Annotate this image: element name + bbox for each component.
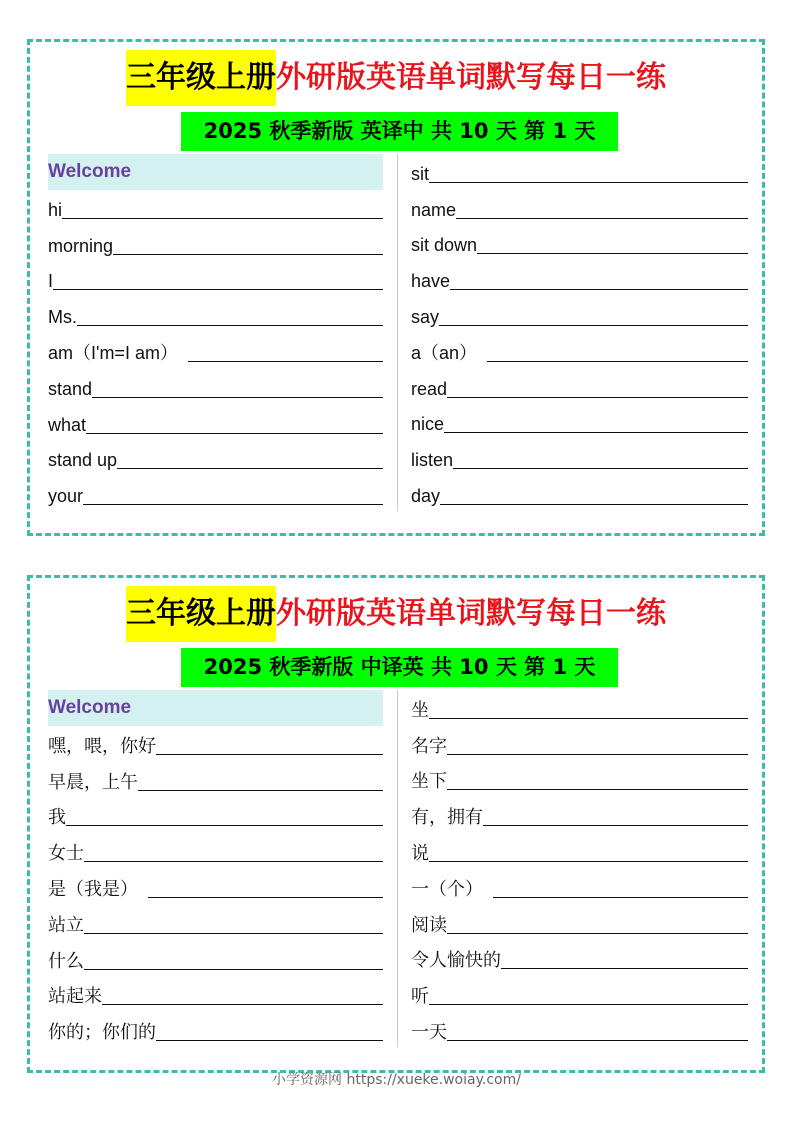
word-label: 令人愉快的: [411, 950, 501, 971]
word-label: your: [48, 486, 84, 507]
worksheet-subtitle: 2025 秋季新版 中译英 共 10 天 第 1 天: [181, 648, 618, 687]
answer-line[interactable]: [156, 1039, 383, 1041]
answer-line[interactable]: [447, 788, 748, 790]
word-row: [48, 297, 383, 333]
word-label: read: [411, 378, 448, 399]
answer-line[interactable]: [62, 217, 383, 219]
word-label: say: [411, 306, 440, 327]
answer-line[interactable]: [117, 467, 383, 469]
answer-line[interactable]: [53, 288, 383, 290]
word-row: [48, 726, 383, 762]
word-row: [411, 226, 748, 262]
word-row: [48, 333, 383, 369]
word-row: [48, 405, 383, 441]
word-row: [411, 297, 748, 333]
word-label: have: [411, 271, 451, 292]
answer-line[interactable]: [453, 467, 748, 469]
word-label: name: [411, 199, 457, 220]
word-label: 阅读: [411, 914, 447, 935]
word-label: morning: [48, 235, 114, 256]
worksheet-cn-to-en: [27, 575, 765, 1073]
title-main: 外研版英语单词默写每日一练: [276, 596, 666, 631]
worksheet-title: [30, 586, 762, 642]
word-row: [411, 797, 748, 833]
answer-line[interactable]: [84, 932, 383, 934]
word-label: 什么: [48, 950, 84, 971]
answer-line[interactable]: [113, 253, 383, 255]
word-row: [48, 762, 383, 798]
word-label: 站起来: [48, 986, 102, 1007]
word-row: [48, 977, 383, 1013]
answer-line[interactable]: [429, 181, 748, 183]
word-label: stand up: [48, 450, 118, 471]
answer-line[interactable]: [429, 1003, 748, 1005]
title-main: 外研版英语单词默写每日一练: [276, 60, 666, 95]
answer-line[interactable]: [501, 967, 748, 969]
title-grade-highlight: 三年级上册: [126, 586, 276, 642]
word-row: [411, 476, 748, 512]
word-row: [48, 833, 383, 869]
word-label: day: [411, 485, 441, 506]
word-row: [411, 190, 748, 226]
word-label: 是（我是）: [48, 878, 138, 899]
word-label: Ms.: [48, 307, 77, 328]
answer-line[interactable]: [148, 896, 383, 898]
worksheet-title: [30, 50, 762, 106]
left-column: [48, 690, 383, 1048]
answer-line[interactable]: [429, 860, 748, 862]
word-label: a（an）: [411, 342, 478, 363]
column-divider: [397, 690, 398, 1047]
word-row: [411, 976, 748, 1012]
word-label: I: [48, 271, 54, 292]
word-label: 你的；你们的: [48, 1022, 156, 1043]
word-label: hi: [48, 199, 63, 220]
answer-line[interactable]: [77, 324, 383, 326]
answer-line[interactable]: [66, 824, 383, 826]
section-heading: Welcome: [48, 154, 383, 190]
word-row: [411, 762, 748, 798]
word-row: [411, 1012, 748, 1048]
answer-line[interactable]: [429, 717, 748, 719]
answer-line[interactable]: [450, 288, 748, 290]
word-row: [48, 798, 383, 834]
answer-line[interactable]: [444, 431, 748, 433]
answer-line[interactable]: [92, 396, 383, 398]
word-label: 一（个）: [411, 878, 483, 899]
word-row: [48, 190, 383, 226]
answer-line[interactable]: [447, 753, 748, 755]
word-label: sit down: [411, 235, 478, 256]
word-row: [411, 369, 748, 405]
word-row: [411, 690, 748, 726]
word-label: stand: [48, 378, 93, 399]
word-row: [48, 476, 383, 512]
worksheet-en-to-cn: [27, 39, 765, 536]
answer-line[interactable]: [447, 1039, 748, 1041]
word-row: [48, 905, 383, 941]
word-row: [48, 869, 383, 905]
word-row: [411, 833, 748, 869]
word-row: [411, 941, 748, 977]
word-row: [411, 405, 748, 441]
answer-line[interactable]: [439, 324, 748, 326]
word-label: 我: [48, 807, 66, 828]
section-heading: Welcome: [48, 690, 383, 726]
answer-line[interactable]: [493, 896, 748, 898]
answer-line[interactable]: [487, 360, 748, 362]
answer-line[interactable]: [477, 252, 748, 254]
word-label: 坐下: [411, 771, 447, 792]
worksheet-subtitle: 2025 秋季新版 英译中 共 10 天 第 1 天: [181, 112, 618, 151]
word-label: 坐: [411, 699, 429, 720]
word-row: [411, 261, 748, 297]
word-label: 说: [411, 842, 429, 863]
right-column: [411, 154, 748, 512]
answer-line[interactable]: [440, 503, 748, 505]
answer-line[interactable]: [456, 217, 748, 219]
answer-line[interactable]: [83, 503, 383, 505]
answer-line[interactable]: [84, 968, 383, 970]
answer-line[interactable]: [483, 824, 748, 826]
column-divider: [397, 154, 398, 511]
word-row: [411, 440, 748, 476]
word-row: [411, 869, 748, 905]
word-label: 有，拥有: [411, 807, 483, 828]
right-column: [411, 690, 748, 1048]
answer-line[interactable]: [447, 396, 748, 398]
word-label: 一天: [411, 1021, 447, 1042]
word-row: [48, 226, 383, 262]
answer-line[interactable]: [84, 860, 383, 862]
word-label: what: [48, 414, 87, 435]
word-label: 听: [411, 986, 429, 1007]
title-grade-highlight: 三年级上册: [126, 50, 276, 106]
word-row: [48, 941, 383, 977]
answer-line[interactable]: [102, 1003, 383, 1005]
word-row: [411, 905, 748, 941]
word-label: am（I'm=I am）: [48, 342, 178, 363]
answer-line[interactable]: [447, 932, 748, 934]
word-label: 名字: [411, 735, 447, 756]
word-label: 站立: [48, 914, 84, 935]
answer-line[interactable]: [188, 360, 383, 362]
word-row: [48, 369, 383, 405]
word-row: [48, 262, 383, 298]
word-label: 嘿，喂，你好: [48, 735, 156, 756]
word-label: 早晨，上午: [48, 771, 138, 792]
left-column: [48, 154, 383, 512]
answer-line[interactable]: [86, 432, 383, 434]
word-label: sit: [411, 163, 429, 184]
word-row: [411, 726, 748, 762]
word-row: [48, 441, 383, 477]
word-label: listen: [411, 450, 454, 471]
answer-line[interactable]: [156, 753, 383, 755]
word-label: nice: [411, 414, 445, 435]
footer-watermark: 小学资源网 https://xueke.woiay.com/: [272, 1072, 521, 1088]
answer-line[interactable]: [138, 789, 383, 791]
word-row: [411, 154, 748, 190]
word-label: 女士: [48, 843, 84, 864]
word-row: [48, 1012, 383, 1048]
word-row: [411, 333, 748, 369]
